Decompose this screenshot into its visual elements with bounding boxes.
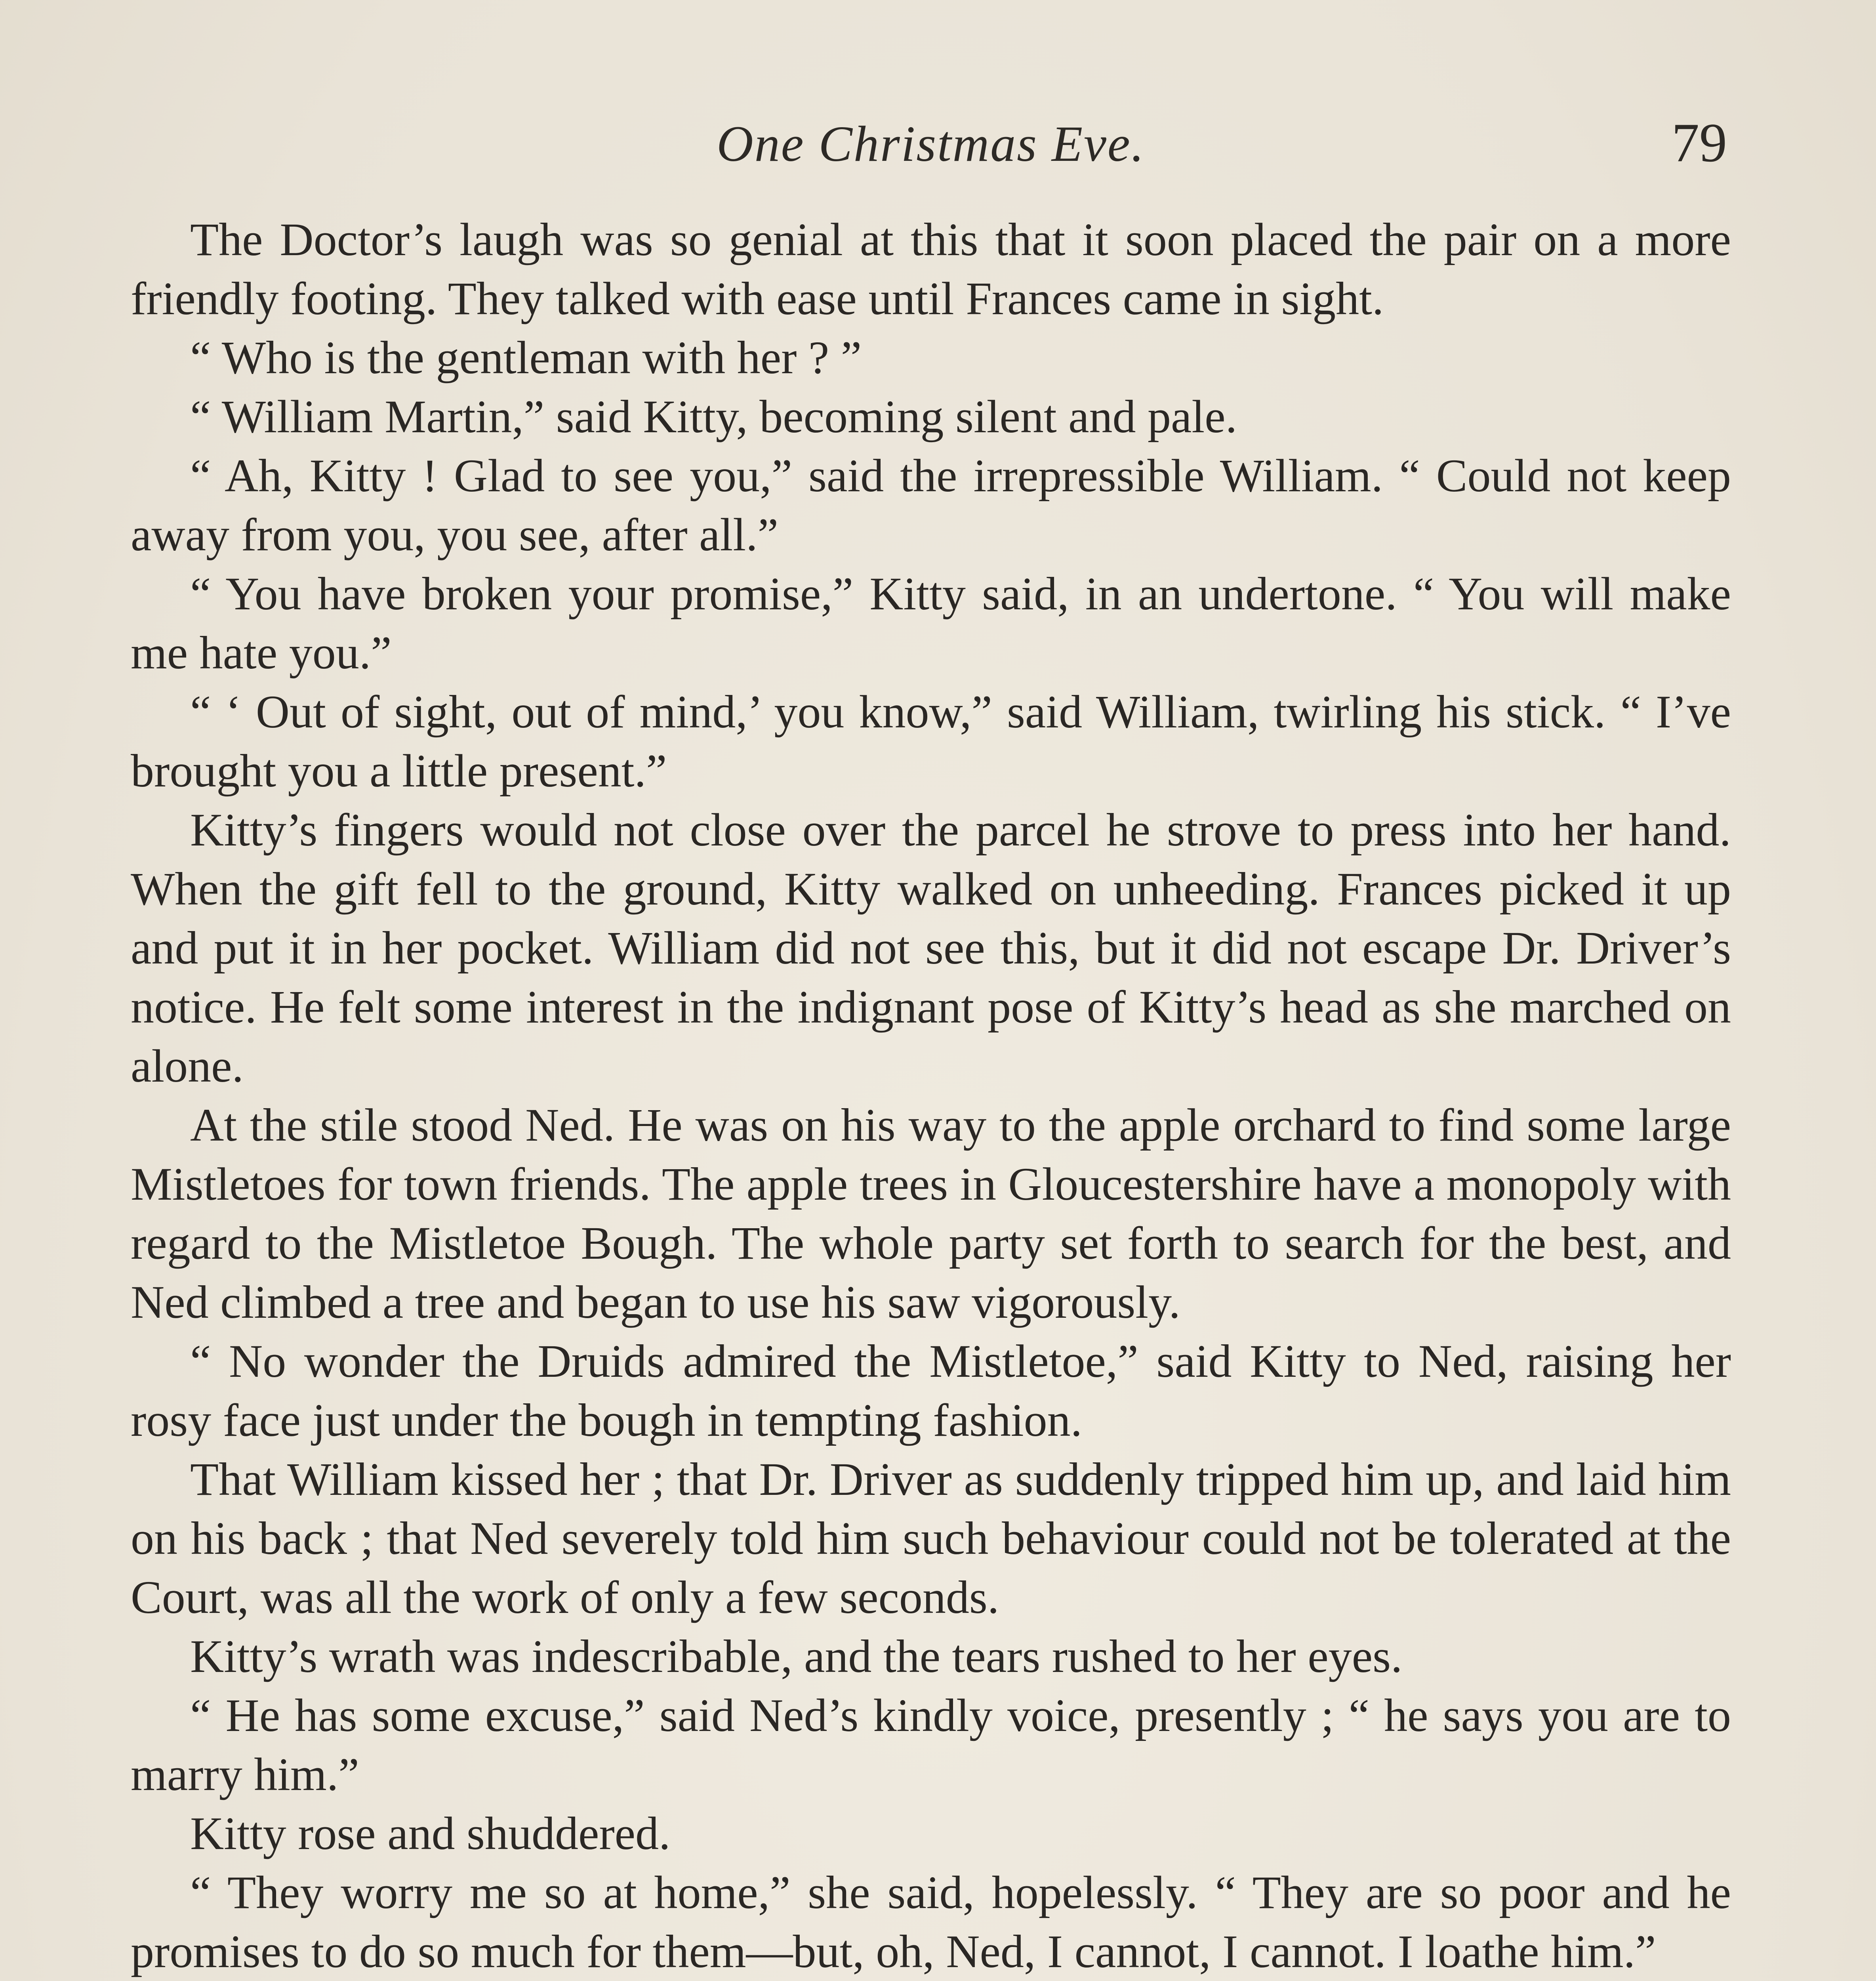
paragraph: “ Ah, Kitty ! Glad to see you,” said the irrepressible William. “ Could not keep away from you, you see, after all.” — [131, 450, 1731, 561]
paragraph: At the stile stood Ned. He was on his way to the apple orchard to find some large Mistletoes for town friends. The apple trees in Gloucestershire have a monopoly with regard to the Mistletoe Bough. The whole party set forth to search for the best, and Ned climbed a tree and began to use his saw vigorously. — [131, 1099, 1731, 1328]
paragraph: “ Who is the gentleman with her ? ” — [190, 332, 862, 384]
paragraph: “ You have broken your promise,” Kitty said, in an undertone. “ You will make me hate you.” — [131, 568, 1731, 679]
page-header — [131, 103, 1731, 190]
paragraph: “ No wonder the Druids admired the Mistletoe,” said Kitty to Ned, raising her rosy face just under the bough in tempting fashion. — [131, 1335, 1731, 1446]
running-title: One Christmas Eve. — [717, 116, 1145, 172]
paragraph: “ William Martin,” said Kitty, becoming silent and pale. — [190, 391, 1237, 443]
paragraph: That William kissed her ; that Dr. Driver as suddenly tripped him up, and laid him on his back ; that Ned severely told him such behaviour could not be tolerated at the Court, was all the work of only a few seconds. — [131, 1453, 1731, 1623]
paragraph: “ ‘ Out of sight, out of mind,’ you know,” said William, twirling his stick. “ I’ve brought you a little present.” — [131, 686, 1731, 797]
paragraph: Kitty rose and shuddered. — [190, 1807, 671, 1859]
paragraph: “ He has some excuse,” said Ned’s kindly voice, presently ; “ he says you are to marry him.” — [131, 1689, 1731, 1800]
paragraph: Kitty’s fingers would not close over the parcel he strove to press into her hand. When the gift fell to the ground, Kitty walked on unheeding. Frances picked it up and put it in her pocket. William did not see this, but it did not escape Dr. Driver’s notice. He felt some interest in the indignant pose of Kitty’s head as she marched on alone. — [131, 804, 1731, 1092]
paragraph: “ They worry me so at home,” she said, hopelessly. “ They are so poor and he promises to do so much for them—but, oh, Ned, I cannot, I cannot. I loathe him.” — [131, 1866, 1731, 1977]
body-text — [131, 210, 1731, 1981]
paragraph: Kitty’s wrath was indescribable, and the tears rushed to her eyes. — [190, 1630, 1403, 1682]
paragraph: The Doctor’s laugh was so genial at this that it soon placed the pair on a more friendly footing. They talked with ease until Frances came in sight. — [131, 214, 1731, 324]
page-number: 79 — [1672, 112, 1727, 174]
